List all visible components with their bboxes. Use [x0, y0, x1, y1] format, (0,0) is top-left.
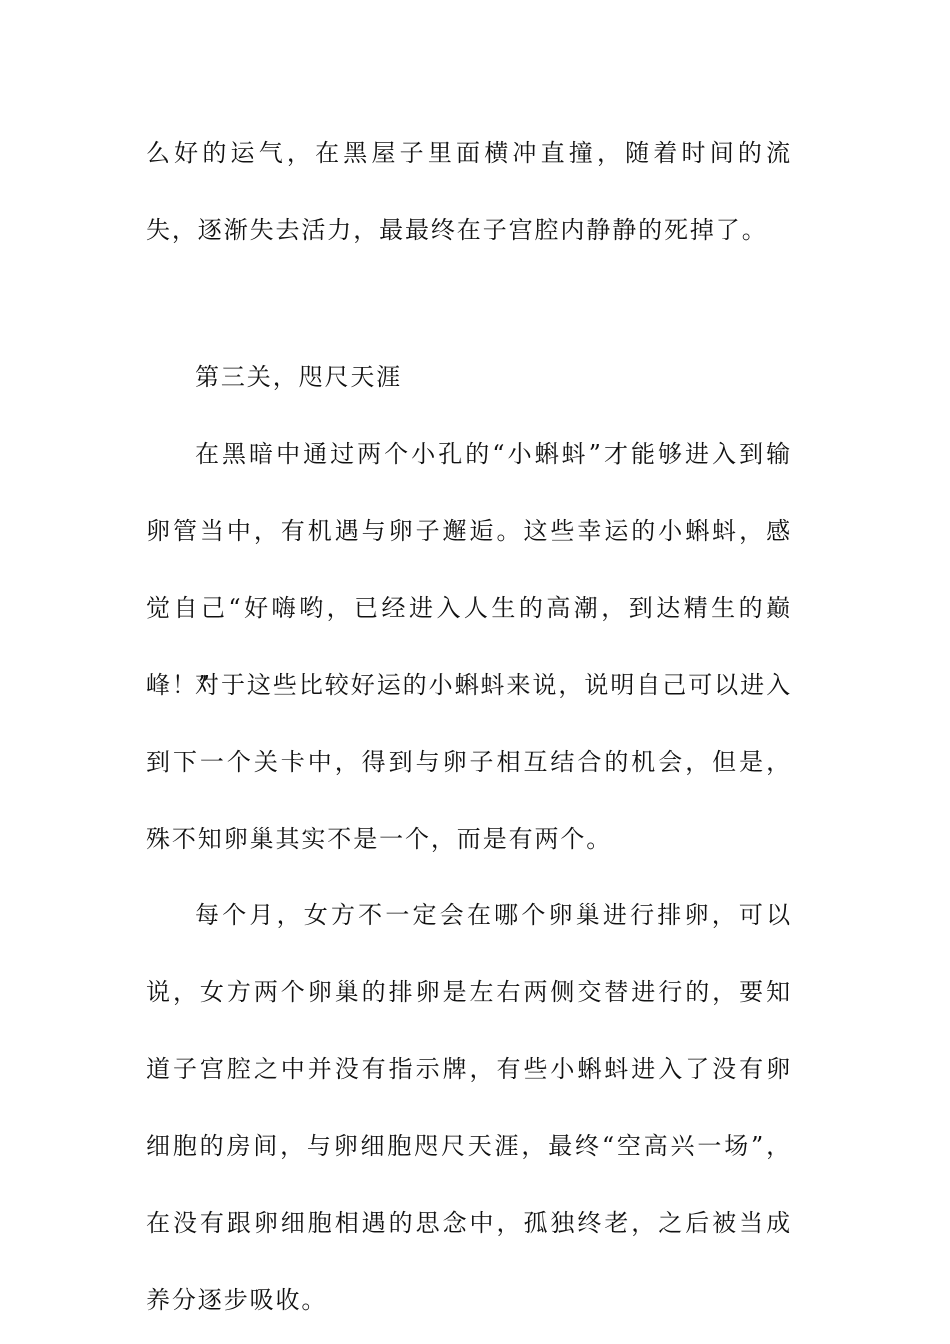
paragraph-continuation: 么好的运气，在黑屋子里面横冲直撞，随着时间的流失，逐渐失去活力，最最终在子宫腔内静静的死掉了。 — [146, 139, 792, 244]
paragraph-fallopian-tube: 在黑暗中通过两个小孔的“小蝌蚪”才能够进入到输卵管当中，有机遇与卵子邂逅。这些幸运的小蝌蚪，感觉自己“好嗨哟，已经进入人生的高潮，到达精生的巅峰！” — [146, 440, 792, 699]
paragraph-ovulation: 每个月，女方不一定会在哪个卵巢进行排卵，可以说，女方两个卵巢的排卵是左右两侧交替进行的，要知道子宫腔之中并没有指示牌，有些小蝌蚪进入了没有卵细胞的房间，与卵细胞咫尺天涯，最终“空高兴一场”，在没有跟卵细胞相遇的思念中，孤独终老，之后被当成养分逐步吸收。 — [146, 901, 792, 1314]
paragraph-two-ovaries: 对于这些比较好运的小蝌蚪来说，说明自己可以进入到下一个关卡中，得到与卵子相互结合的机会，但是，殊不知卵巢其实不是一个，而是有两个。 — [146, 671, 792, 853]
section-heading: 第三关，咫尺天涯 — [195, 363, 403, 391]
